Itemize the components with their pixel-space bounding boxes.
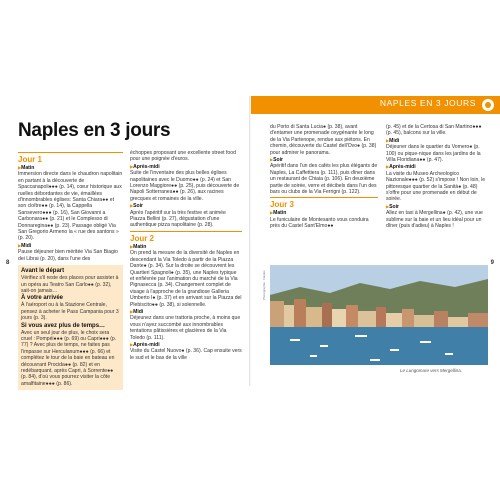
day-1-heading: Jour 1: [18, 152, 123, 164]
paragraph-day2-matin: On prend la mesure de la diversité de Naples en descendant la Via Toledo à partir de la Piazza Dante● (p. 34). Sur la droite se découvrent les Quartieri Spagnoli● (p. 35), une Naples typique et enfiévrée par l'animation du marché de la Via Pignasecca (p. 34). Changement complet de visage à l'approche de la grandiose Galleria Umberto I● (p. 37) et en arrivant sur la Piazza del Plebiscito●● (p. 38), si solennelle.: [130, 250, 242, 308]
photo-caption: Le Lungomare vers Mergellina.: [400, 368, 463, 373]
harbor-illustration: [270, 265, 488, 365]
paragraph-day3-midi: Déjeuner dans le quartier du Vomero● (p. 100) ou pique-nique dans les jardins de la Villa Floridiana●● (p. 47).: [386, 144, 481, 164]
paragraph-day2-midi: Déjeunez dans une trattoria proche, à moins que vous n'ayez succombé aux innombrables tentations pâtissières et glacières de la Via Toledo (p. 111).: [130, 315, 241, 341]
slot-heading-apresmidi: ▶ Après-midi: [130, 164, 242, 170]
paragraph-day1-continued: échoppes proposant une excellente street food pour une poignée d'euros.: [130, 150, 236, 163]
paragraph-day1-midi: Pause déjeuner bien méritée Via San Biagio dei Librai (p. 20), dans l'une des: [18, 249, 118, 262]
paragraph-day1-apresmidi: Suite de l'inventaire des plus belles églises napolitaines avec le Duomo●● (p. 24) et San Lorenzo Maggiore●● (p. 25), puis découverte de Napoli Sotterranea●● (p. 26), aux racines grecques et romaines de la ville.: [130, 170, 240, 202]
paragraph-day2-continued: du Porto di Santa Lucia● (p. 38), avant d'entamer une promenade oxygénante le long de la Via Partenope, rendue aux piétons. En chemin, découverte du Castel dell'Ovo● (p. 38) pour admirer le panorama.: [270, 124, 377, 156]
slot-heading-matin: ▶ Matin: [18, 165, 123, 171]
slot-heading-apresmidi: ▶ Après-midi: [386, 164, 488, 170]
paragraph-day3-soir: Allez en taxi à Mergellina● (p. 42), une vue sublime sur la baie et un lieu idéal pour un dîner (puis d'adieu) à Naples !: [386, 210, 483, 230]
box-text-arrival: À l'aéroport ou à la Stazione Centrale, pensez à acheter le Pass Campania pour 3 jours (p. 3).: [21, 302, 119, 322]
paragraph-day1-soir: Après l'apéritif sur la très festive et animée Piazza Bellini (p. 27), dégustation d'une authentique pizza napolitaine (p. 28).: [130, 209, 226, 229]
slot-heading-matin: ▶ Matin: [270, 210, 378, 216]
naples-harbor-photo: [270, 265, 488, 365]
column-1: [18, 150, 123, 390]
page-number-right: 9: [490, 260, 494, 266]
box-title-more-time: Si vous avez plus de temps…: [21, 322, 106, 329]
chapter-title: NAPLES EN 3 JOURS: [379, 98, 476, 108]
slot-heading-soir: ▶ Soir: [386, 204, 488, 210]
box-text-more-time: Avec un seul jour de plus, le choix sera cruel : Pompéi●●● (p. 69) ou Capri●●● (p. 77) ? Avec plus de temps, ne faites pas l'impasse sur Herculanum●●● (p. 66) et complétez le tour de la baie en bateau en découvrant Procida●● (p. 82) et en redébarquant, après Capri, à Sorrente●● (p. 84), d'où vous pourrez visiter la côte amalfitaine●●● (p. 86).: [21, 329, 117, 387]
slot-heading-soir: ▶ Soir: [270, 157, 378, 163]
paragraph-day3-continued: (p. 45) et de la Certosa di San Martino●●● (p. 45), balcons sur la ville.: [386, 124, 482, 137]
box-title-before: Avant le départ: [21, 268, 65, 275]
page-title: Naples en 3 jours: [18, 120, 171, 141]
slot-heading-midi: ▶ Midi: [386, 138, 488, 144]
day-2-heading: Jour 2: [130, 231, 242, 243]
slot-heading-apresmidi: ▶ Après-midi: [130, 342, 242, 348]
slot-heading-midi: ▶ Midi: [130, 309, 242, 315]
paragraph-day3-apresmidi: La visite du Museo Archeologico Nazionale●●● (p. 52) s'impose ! Non loin, le pittoresque quartier de la Sanità● (p. 48) s'offre pour une promenade en début de soirée.: [386, 170, 486, 203]
day-3-heading: Jour 3: [270, 197, 378, 209]
paragraph-day3-matin: Le funiculaire de Montesanto vous conduira près du Castel Sant'Elmo●●: [270, 216, 369, 230]
slot-heading-matin: ▶ Matin: [130, 244, 242, 250]
paragraph-day2-soir: Apéritif dans l'un des cafés les plus élégants de Naples, La Caffettiera (p. 111), puis dîner dans un restaurant de Chiaia (p. 106). En deuxième partie de soirée, verre et décibels dans l'un des bars ou clubs de la Via Ferrigni (p. 122).: [270, 163, 378, 196]
slot-heading-soir: ▶ Soir: [130, 203, 242, 209]
slot-heading-midi: ▶ Midi: [18, 243, 123, 249]
column-3: [270, 124, 378, 231]
column-2: [130, 150, 242, 362]
photo-credit: Photographie : Naples: [262, 270, 266, 300]
page-number-left: 8: [6, 260, 10, 266]
chapter-header-band: [250, 96, 500, 114]
paragraph-day1-matin: Immersion directe dans le chaudron napolitain en partant à la découverte de Spaccanapoli●●● (p. 14), cœur historique aux ruelles débordantes de vie, émaillées d'innombrables églises: Santa Chiara●● et son cloître●● (p. 14), la Cappella Sansevero●●● (p. 16), San Giovanni a Carbonara●● (p. 21) et le Complesso di Donnaregina●● (p. 23). Passage obligé Via San Gregorio Armeno la « rue des santons » (p. 20).: [18, 171, 123, 242]
tips-box: [18, 265, 123, 390]
logo-icon: [482, 99, 494, 111]
box-title-arrival: À votre arrivée: [21, 295, 64, 302]
paragraph-day2-apresmidi: Visite du Castel Nuovo● (p. 36). Cap ensuite vers le sud et le bas de la ville: [130, 348, 242, 361]
column-4: [386, 124, 488, 231]
book-gutter: [249, 96, 251, 386]
box-text-before: Vérifiez s'il reste des places pour assister à un opéra au Teatro San Carlo●● (p. 32), sait-on jamais…: [21, 275, 119, 294]
